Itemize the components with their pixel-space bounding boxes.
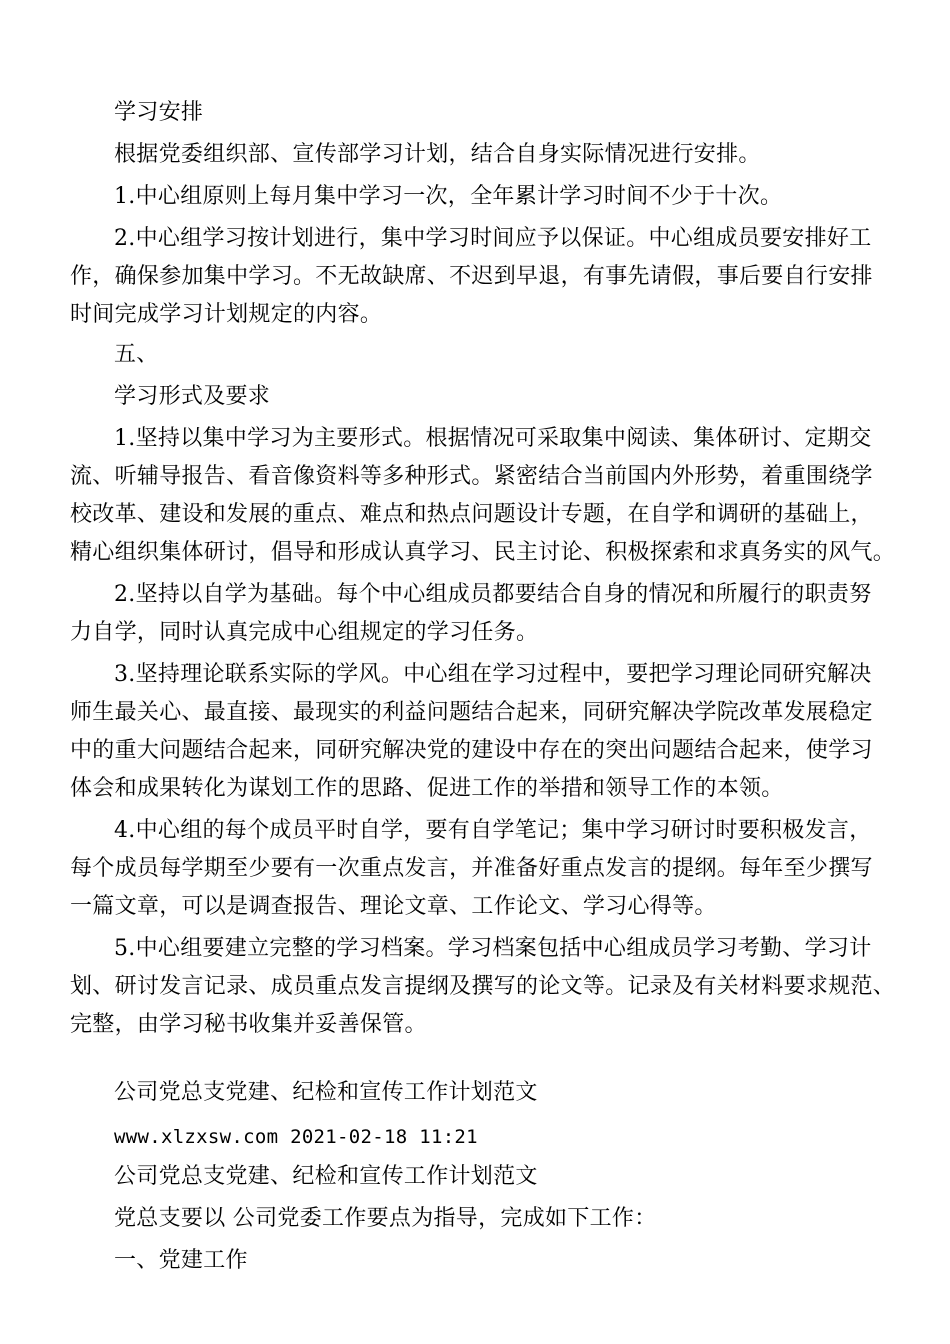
paragraph-line: 2.中心组学习按计划进行，集中学习时间应予以保证。中心组成员要安排好工: [114, 226, 872, 251]
paragraph-line: 中的重大问题结合起来，同研究解决党的建设中存在的突出问题结合起来，使学习: [70, 738, 873, 763]
paragraph-line: 1.中心组原则上每月集中学习一次，全年累计学习时间不少于十次。: [114, 184, 783, 209]
article-source-timestamp: www.xlzxsw.com 2021-02-18 11:21: [114, 1126, 478, 1148]
paragraph-line: 体会和成果转化为谋划工作的思路、促进工作的举措和领导工作的本领。: [70, 776, 784, 801]
paragraph-line: 校改革、建设和发展的重点、难点和热点问题设计专题，在自学和调研的基础上，: [70, 502, 873, 527]
article-subtitle: 公司党总支党建、纪检和宣传工作计划范文: [114, 1164, 538, 1189]
paragraph-line: 5.中心组要建立完整的学习档案。学习档案包括中心组成员学习考勤、学习计: [114, 936, 872, 961]
paragraph-line: 完整，由学习秘书收集并妥善保管。: [70, 1012, 427, 1037]
paragraph-line: 4.中心组的每个成员平时自学，要有自学笔记；集中学习研讨时要积极发言，: [114, 818, 872, 843]
paragraph-line: 1.坚持以集中学习为主要形式。根据情况可采取集中阅读、集体研讨、定期交: [114, 426, 872, 451]
paragraph-line: 2.坚持以自学为基础。每个中心组成员都要结合自身的情况和所履行的职责努: [114, 582, 872, 607]
heading-study-form: 学习形式及要求: [114, 384, 271, 409]
section-heading-party-building: 一、党建工作: [114, 1248, 248, 1273]
paragraph-line: 师生最关心、最直接、最现实的利益问题结合起来，同研究解决学院改革发展稳定: [70, 700, 873, 725]
article-title: 公司党总支党建、纪检和宣传工作计划范文: [114, 1080, 538, 1105]
section-number: 五、: [114, 342, 159, 367]
paragraph-line: 一篇文章，可以是调查报告、理论文章、工作论文、学习心得等。: [70, 894, 717, 919]
paragraph-line: 根据党委组织部、宣传部学习计划，结合自身实际情况进行安排。: [114, 142, 761, 167]
paragraph-line: 每个成员每学期至少要有一次重点发言，并准备好重点发言的提纲。每年至少撰写: [70, 856, 873, 881]
paragraph-line: 流、听辅导报告、看音像资料等多种形式。紧密结合当前国内外形势，着重围绕学: [70, 464, 873, 489]
paragraph-line: 力自学，同时认真完成中心组规定的学习任务。: [70, 620, 539, 645]
paragraph-line: 时间完成学习计划规定的内容。: [70, 302, 383, 327]
paragraph-line: 作，确保参加集中学习。不无故缺席、不迟到早退，有事先请假，事后要自行安排: [70, 264, 873, 289]
paragraph-line: 3.坚持理论联系实际的学风。中心组在学习过程中，要把学习理论同研究解决: [114, 662, 872, 687]
paragraph-line: 精心组织集体研讨，倡导和形成认真学习、民主讨论、积极探索和求真务实的风气。: [70, 540, 896, 565]
paragraph-line: 党总支要以 公司党委工作要点为指导，完成如下工作：: [114, 1206, 657, 1231]
paragraph-line: 划、研讨发言记录、成员重点发言提纲及撰写的论文等。记录及有关材料要求规范、: [70, 974, 896, 999]
heading-study-arrangement: 学习安排: [114, 100, 204, 125]
